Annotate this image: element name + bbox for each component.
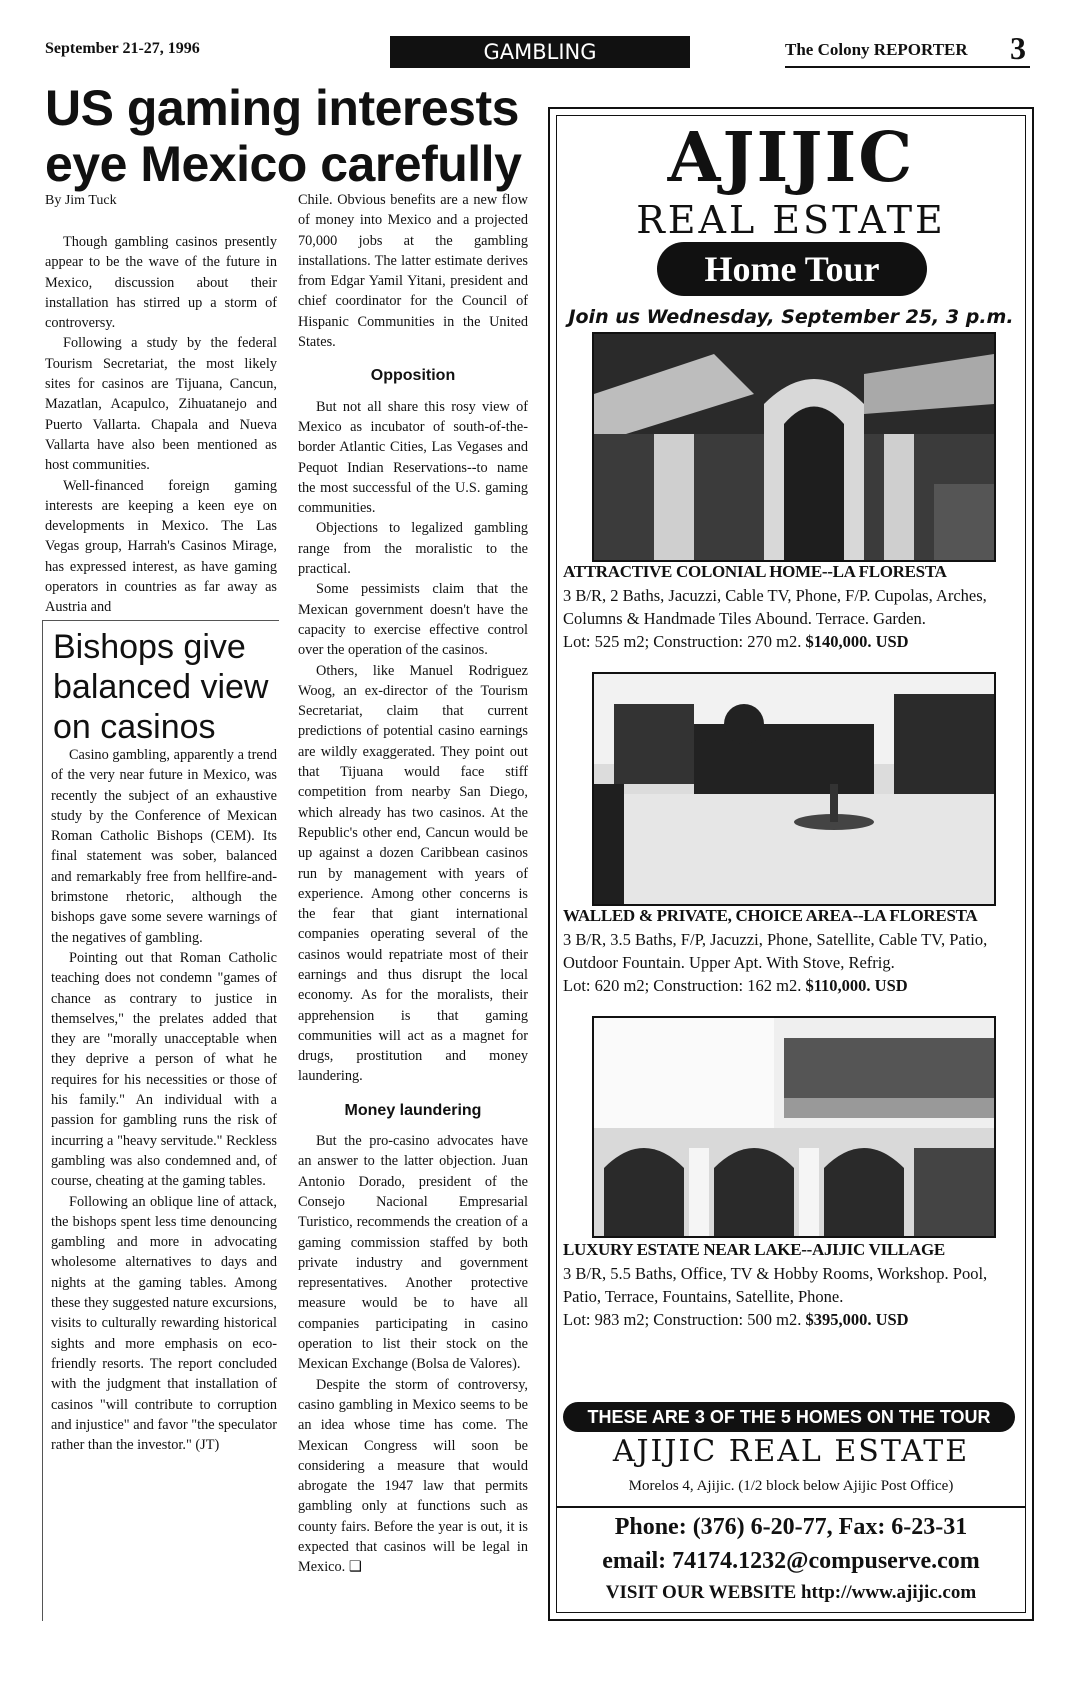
colonial-home-image bbox=[594, 334, 994, 560]
paragraph: Pointing out that Roman Catholic teaching does not condemn "games of chance as contrary to justice in themselves," the prelates added that they are "morally unacceptable when they deprive a person of what he requires for his necessities or those of his family." An individual with a passion for gambling runs the risk of incurring a "heavy servitude." Reckless gambling was also condemned and, of course, cheating at the gaming tables. bbox=[51, 949, 277, 1190]
house-photo-2 bbox=[592, 672, 996, 906]
paragraph: Following an oblique line of attack, the bishops spent less time denouncing gambling and more in advocating wholesome alternatives to days and nights at the gaming tables. Among these they suggested nature excursions, visits to culturally rewarding historical sights and more emphasis on eco-friendly resorts. The report concluded with the judgment that installation of casinos "will contribute to corruption and injustice" and favor "the speculator rather than the investor." (JT) bbox=[51, 1193, 277, 1454]
listing-2-title: WALLED & PRIVATE, CHOICE AREA--LA FLORESTA bbox=[563, 906, 978, 925]
real-estate-ad bbox=[548, 107, 1034, 1621]
page-number: 3 bbox=[1010, 30, 1026, 66]
ad-website: VISIT OUR WEBSITE http://www.ajijic.com bbox=[605, 1582, 977, 1603]
paragraph: Chile. Obvious benefits are a new flow of money into Mexico and a projected 70,000 jobs at the gambling installations. The latter estimate derives from Edgar Yamil Yitani, president and chief coordinator for the Council of Hispanic Communities in the United States. bbox=[298, 192, 528, 351]
listing-1-details bbox=[563, 584, 1019, 653]
paragraph: But not all share this rosy view of Mexico as incubator of south-of-the-border Atlantic Cities, Las Vegases and Pequot Indian Reservations--to name the most successful of the U.S. gaming communities. bbox=[298, 398, 528, 517]
house-photo-1 bbox=[592, 332, 996, 562]
ad-phone: Phone: (376) 6-20-77, Fax: 6-23-31 bbox=[614, 1514, 968, 1540]
ad-address: Morelos 4, Ajijic. (1/2 block below Ajijic Post Office) bbox=[628, 1478, 954, 1494]
sidebar-article bbox=[42, 620, 279, 1621]
listing-3-details bbox=[563, 1262, 1019, 1331]
ad-title: AJIJIC bbox=[667, 118, 915, 198]
ad-brand: AJIJIC REAL ESTATE bbox=[612, 1434, 970, 1469]
tour-date: Join us Wednesday, September 25, 3 p.m. bbox=[568, 306, 1014, 328]
walled-home-image bbox=[594, 674, 994, 904]
paper-name: The Colony REPORTER bbox=[785, 40, 968, 59]
ad-email: email: 74174.1232@compuserve.com bbox=[602, 1548, 980, 1574]
listing-2-details bbox=[563, 928, 1019, 997]
ad-frame bbox=[556, 115, 1026, 1613]
listing-2-price: $110,000. USD bbox=[805, 976, 908, 995]
section-banner: GAMBLING bbox=[390, 36, 690, 68]
listing-1-features: 3 B/R, 2 Baths, Jacuzzi, Cable TV, Phone, F/P. Cupolas, Arches, Columns & Handmade Tiles Abound. Terrace. Garden. bbox=[563, 586, 987, 628]
listing-3-features: 3 B/R, 5.5 Baths, Office, TV & Hobby Rooms, Workshop. Pool, Patio, Terrace, Fountains, Satellite, Phone. bbox=[563, 1264, 988, 1306]
ad-subtitle: REAL ESTATE bbox=[636, 198, 946, 242]
sidebar-headline: Bishops give balanced view on casinos bbox=[53, 628, 269, 746]
paragraph: But the pro-casino advocates have an answer to the latter objection. Juan Antonio Dorado, president of the Consejo Nacional Empresarial Turistico, recommends the creation of a gaming commission staffed by both private industry and government representatives. Another protective measure would be to have all companies participating in casino operation to list their stock on the Mexican Exchange (Bolsa de Valores). bbox=[298, 1133, 528, 1373]
listing-1-price: $140,000. USD bbox=[805, 632, 909, 651]
house-photo-3 bbox=[592, 1016, 996, 1238]
header-rule bbox=[785, 66, 1030, 68]
paragraph: Following a study by the federal Tourism Secretariat, the most likely sites for casinos are Tijuana, Cancun, Mazatlan, Acapulco, Zihuatanejo and Puerto Vallarta. Chapala and Nueva Vallarta have also been mentioned as host communities. bbox=[45, 335, 277, 474]
issue-date: September 21-27, 1996 bbox=[45, 40, 200, 57]
paragraph: Objections to legalized gambling range from the moralistic to the practical. bbox=[298, 520, 528, 578]
listing-2-features: 3 B/R, 3.5 Baths, F/P, Jacuzzi, Phone, Satellite, Cable TV, Patio, Outdoor Fountain. Upper Apt. With Stove, Refrig. bbox=[563, 930, 988, 972]
listing-3-price: $395,000. USD bbox=[805, 1310, 909, 1329]
home-tour-pill: Home Tour bbox=[657, 242, 927, 296]
subhead-opposition: Opposition bbox=[370, 367, 456, 385]
tour-banner: THESE ARE 3 OF THE 5 HOMES ON THE TOUR bbox=[563, 1402, 1015, 1432]
paragraph: Casino gambling, apparently a trend of the very near future in Mexico, was recently the subject of an exhaustive study by the Conference of Mexican Roman Catholic Bishops (CEM). Its final statement was sober, balanced and remarkably free from hellfire-and-brimstone rhetoric, although the bishops gave some severe warnings of the negatives of gambling. bbox=[51, 747, 277, 946]
ad-divider bbox=[557, 1506, 1025, 1508]
article-headline: US gaming interests eye Mexico carefully bbox=[45, 80, 522, 192]
luxury-estate-image bbox=[594, 1018, 994, 1236]
byline: By Jim Tuck bbox=[45, 193, 117, 208]
listing-1-title: ATTRACTIVE COLONIAL HOME--LA FLORESTA bbox=[563, 562, 947, 581]
listing-2-lot: Lot: 620 m2; Construction: 162 m2. bbox=[563, 976, 802, 995]
paragraph: Others, like Manuel Rodriguez Woog, an ex-director of the Tourism Secretariat, claim that current predictions of potential casino earnings are wildly exaggerated. They point out that Tijuana would face stiff competition from nearby San Diego, which already has two casinos. At the Republic's other end, Cancun would be up against a dozen Caribbean casinos run by management with years of experience. Among other concerns is the fear that giant international companies operating several of the casinos would repatriate most of their earnings and thus disrupt the local economy. As for the moralists, their apprehension is that gaming communities will act as a magnet for drugs, prostitution and money laundering. bbox=[298, 662, 528, 1085]
listing-3-title: LUXURY ESTATE NEAR LAKE--AJIJIC VILLAGE bbox=[563, 1240, 945, 1259]
paragraph: Though gambling casinos presently appear to be the wave of the future in Mexico, discussion about their installation has stirred up a storm of controversy. bbox=[45, 234, 277, 332]
subhead-money-laundering: Money laundering bbox=[344, 1101, 482, 1119]
paragraph: Despite the storm of controversy, casino gambling in Mexico seems to be an idea whose time has come. The Mexican Congress will soon be considering a measure that would abrogate the 1947 law that permits gambling only at functions such as county fairs. Before the year is out, it is expected that casinos will be legal in Mexico. ❑ bbox=[298, 1376, 528, 1576]
listing-1-lot: Lot: 525 m2; Construction: 270 m2. bbox=[563, 632, 802, 651]
paragraph: Some pessimists claim that the Mexican government doesn't have the capacity to exercise effective control over the operation of the casinos. bbox=[298, 581, 528, 659]
listing-3-lot: Lot: 983 m2; Construction: 500 m2. bbox=[563, 1310, 802, 1329]
sidebar-body bbox=[51, 745, 277, 1455]
article-column-2 bbox=[298, 190, 528, 1578]
article-column-1 bbox=[45, 232, 277, 618]
paragraph: Well-financed foreign gaming interests are keeping a keen eye on developments in Mexico. The Las Vegas group, Harrah's Casinos Mirage, has expressed interest, as have gaming operators in countries as far away as Austria and bbox=[45, 477, 277, 616]
